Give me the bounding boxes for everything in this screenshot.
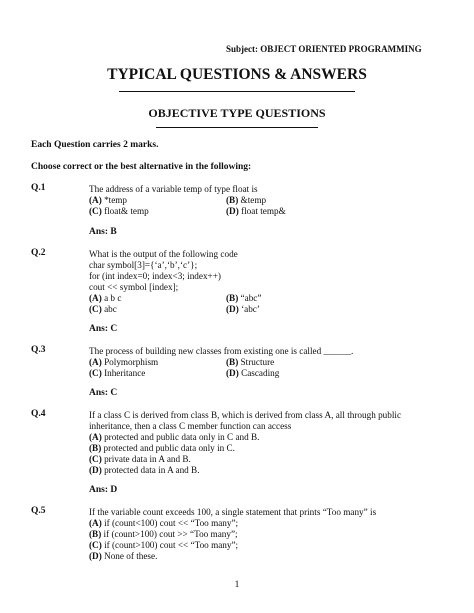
option-key: (D) bbox=[226, 206, 239, 216]
option-key: (C) bbox=[89, 454, 102, 464]
option-key: (C) bbox=[89, 206, 102, 216]
option-text: Inheritance bbox=[101, 368, 146, 378]
page-title: TYPICAL QUESTIONS & ANSWERS bbox=[107, 66, 367, 83]
option-text: Polymorphism bbox=[101, 357, 159, 367]
option-b bbox=[226, 293, 261, 303]
option-key: (B) bbox=[89, 443, 102, 453]
option-a bbox=[89, 357, 158, 367]
option-key: (D) bbox=[226, 368, 239, 378]
question-number: Q.5 bbox=[31, 506, 46, 516]
question-text: The process of building new classes from existing one is called ______. bbox=[89, 346, 354, 356]
question-text: The address of a variable temp of type float is bbox=[89, 184, 258, 194]
option-text: if (count>100) cout << “Too many”; bbox=[101, 540, 239, 550]
option-key: (D) bbox=[226, 304, 239, 314]
code-line: char symbol[3]={‘a’,‘b’,‘c’}; bbox=[89, 260, 198, 270]
option-key: (A) bbox=[89, 432, 102, 442]
answer: Ans: D bbox=[89, 485, 118, 495]
answer: Ans: B bbox=[89, 227, 117, 237]
answer: Ans: C bbox=[89, 388, 118, 398]
option-c bbox=[89, 304, 117, 314]
option-text: a b c bbox=[101, 293, 122, 303]
option-key: (A) bbox=[89, 195, 102, 205]
option-d bbox=[226, 368, 279, 378]
question-number: Q.3 bbox=[31, 345, 46, 355]
marks-note: Each Question carries 2 marks. bbox=[31, 140, 159, 150]
option-text: “abc” bbox=[238, 293, 262, 303]
option-text: Structure bbox=[238, 357, 275, 367]
section-title: OBJECTIVE TYPE QUESTIONS bbox=[148, 106, 326, 120]
option-key: (B) bbox=[226, 357, 239, 367]
option-text: if (count<100) cout << “Too many”; bbox=[101, 518, 239, 528]
option-key: (C) bbox=[89, 540, 102, 550]
option-d bbox=[89, 551, 157, 561]
option-key: (B) bbox=[226, 195, 239, 205]
option-text: float& temp bbox=[101, 206, 149, 216]
code-line: for (int index=0; index<3; index++) bbox=[89, 271, 221, 281]
option-c bbox=[89, 368, 145, 378]
option-d bbox=[89, 465, 200, 475]
option-c bbox=[89, 540, 238, 550]
option-a bbox=[89, 432, 259, 442]
option-text: float temp& bbox=[238, 206, 286, 216]
question-text: What is the output of the following code bbox=[89, 249, 238, 259]
option-key: (B) bbox=[89, 529, 102, 539]
option-text: if (count>100) cout >> “Too many”; bbox=[101, 529, 238, 539]
option-text: protected data in A and B. bbox=[101, 465, 200, 475]
option-text: None of these. bbox=[101, 551, 158, 561]
page-number: 1 bbox=[234, 580, 240, 590]
option-a bbox=[89, 518, 238, 528]
option-d bbox=[226, 304, 260, 314]
option-text: abc bbox=[101, 304, 117, 314]
title-underline bbox=[119, 91, 355, 92]
option-text: *temp bbox=[101, 195, 128, 205]
option-text: ‘abc’ bbox=[238, 304, 260, 314]
option-text: protected and public data only in C and B. bbox=[101, 432, 260, 442]
question-number: Q.4 bbox=[31, 409, 46, 419]
option-key: (A) bbox=[89, 518, 102, 528]
question-text: If a class C is derived from class B, which is derived from class A, all through public bbox=[89, 410, 402, 420]
question-text: If the variable count exceeds 100, a single statement that prints “Too many” is bbox=[89, 507, 377, 517]
option-key: (A) bbox=[89, 293, 102, 303]
option-key: (C) bbox=[89, 368, 102, 378]
option-c bbox=[89, 206, 149, 216]
option-b bbox=[226, 195, 266, 205]
option-text: protected and public data only in C. bbox=[101, 443, 235, 453]
option-text: &temp bbox=[238, 195, 267, 205]
instruction-note: Choose correct or the best alternative in the following: bbox=[31, 162, 252, 172]
option-b bbox=[226, 357, 274, 367]
option-key: (D) bbox=[89, 551, 102, 561]
question-number: Q.2 bbox=[31, 248, 46, 258]
option-a bbox=[89, 293, 121, 303]
option-b bbox=[89, 529, 238, 539]
section-underline bbox=[156, 127, 318, 128]
option-b bbox=[89, 443, 235, 453]
option-key: (D) bbox=[89, 465, 102, 475]
option-key: (A) bbox=[89, 357, 102, 367]
subject-line: Subject: OBJECT ORIENTED PROGRAMMING bbox=[226, 44, 422, 54]
option-c bbox=[89, 454, 191, 464]
option-text: private data in A and B. bbox=[101, 454, 191, 464]
answer: Ans: C bbox=[89, 324, 118, 334]
question-text-continued: inheritance, then a class C member function can access bbox=[89, 421, 292, 431]
option-key: (B) bbox=[226, 293, 239, 303]
option-d bbox=[226, 206, 286, 216]
question-number: Q.1 bbox=[31, 183, 46, 193]
option-a bbox=[89, 195, 127, 205]
code-line: cout << symbol [index]; bbox=[89, 282, 179, 292]
option-text: Cascading bbox=[238, 368, 280, 378]
option-key: (C) bbox=[89, 304, 102, 314]
